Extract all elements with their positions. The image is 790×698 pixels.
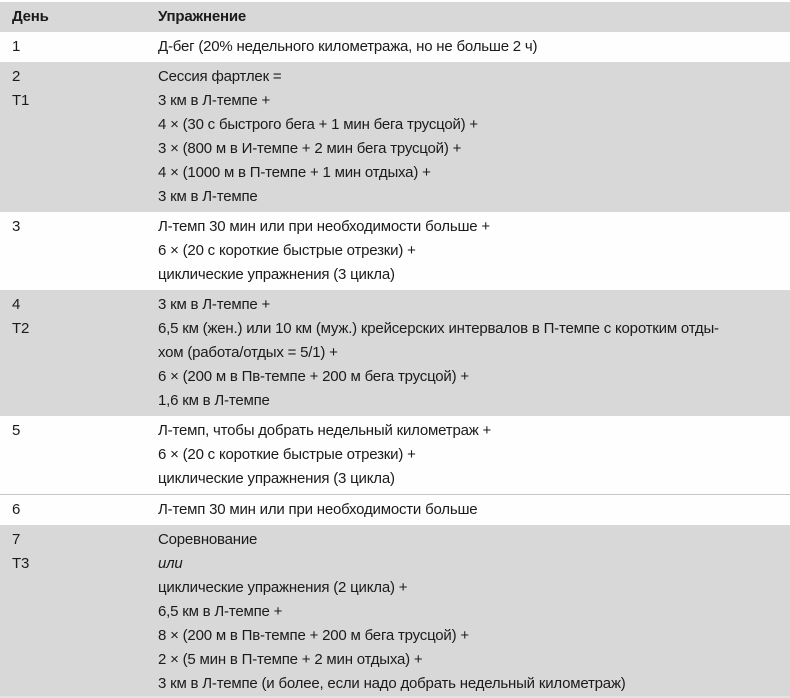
day-cell: [0, 215, 158, 287]
day-cell: [0, 528, 158, 696]
exercise-line: Сессия фартлек =: [158, 68, 282, 85]
table-row: [0, 525, 790, 696]
day-tag: Т1: [12, 92, 30, 109]
day-number: 6: [12, 501, 21, 518]
exercise-line: Л-темп 30 мин или при необходимости больше +: [158, 218, 490, 235]
exercise-line: или: [158, 555, 183, 572]
exercise-line: 6,5 км (жен.) или 10 км (муж.) крейсерских интервалов в П-темпе с коротким отды-: [158, 320, 719, 337]
exercise-line: 3 км в Л-темпе: [158, 188, 258, 205]
exercise-line: 3 км в Л-темпе +: [158, 296, 271, 313]
exercise-line: 3 км в Л-темпе +: [158, 92, 271, 109]
day-cell: [0, 65, 158, 209]
exercise-line: 3 × (800 м в И-темпе + 2 мин бега трусцой) +: [158, 140, 462, 157]
day-number: 7: [12, 531, 21, 548]
exercise-line: 6,5 км в Л-темпе +: [158, 603, 283, 620]
day-number: 4: [12, 296, 21, 313]
exercise-line: Л-темп 30 мин или при необходимости больше: [158, 501, 478, 518]
day-cell: [0, 498, 158, 522]
exercise-line: Соревнование: [158, 531, 258, 548]
table-row: [0, 494, 790, 525]
exercise-line: 4 × (30 с быстрого бега + 1 мин бега трусцой) +: [158, 116, 478, 133]
exercise-line: циклические упражнения (3 цикла): [158, 470, 395, 487]
exercise-cell: [158, 498, 790, 522]
day-number: 3: [12, 218, 21, 235]
exercise-line: хом (работа/отдых = 5/1) +: [158, 344, 338, 361]
exercise-line: Л-темп, чтобы добрать недельный километраж +: [158, 422, 492, 439]
table-header-row: [0, 2, 790, 32]
day-tag: Т3: [12, 555, 30, 572]
exercise-line: 4 × (1000 м в П-темпе + 1 мин отдыха) +: [158, 164, 431, 181]
exercise-cell: [158, 419, 790, 491]
table-row: [0, 32, 790, 62]
header-day: День: [12, 8, 49, 25]
exercise-line: 8 × (200 м в Пв-темпе + 200 м бега трусцой) +: [158, 627, 469, 644]
table-row: [0, 212, 790, 290]
day-tag: Т2: [12, 320, 30, 337]
exercise-cell: [158, 293, 790, 413]
exercise-cell: [158, 35, 790, 59]
exercise-line: 6 × (200 м в Пв-темпе + 200 м бега трусцой) +: [158, 368, 469, 385]
day-cell: [0, 35, 158, 59]
table-row: [0, 62, 790, 212]
exercise-line: 6 × (20 с короткие быстрые отрезки) +: [158, 446, 416, 463]
exercise-line: циклические упражнения (2 цикла) +: [158, 579, 408, 596]
exercise-line: 1,6 км в Л-темпе: [158, 392, 270, 409]
day-number: 1: [12, 38, 21, 55]
exercise-line: 3 км в Л-темпе (и более, если надо добрать недельный километраж): [158, 675, 626, 692]
exercise-cell: [158, 528, 790, 696]
exercise-line: циклические упражнения (3 цикла): [158, 266, 395, 283]
day-cell: [0, 293, 158, 413]
table-row: [0, 416, 790, 494]
exercise-line: 2 × (5 мин в П-темпе + 2 мин отдыха) +: [158, 651, 423, 668]
exercise-cell: [158, 65, 790, 209]
day-number: 2: [12, 68, 21, 85]
exercise-cell: [158, 215, 790, 287]
exercise-line: Д-бег (20% недельного километража, но не больше 2 ч): [158, 38, 538, 55]
table-row: [0, 290, 790, 416]
day-cell: [0, 419, 158, 491]
exercise-line: 6 × (20 с короткие быстрые отрезки) +: [158, 242, 416, 259]
header-exercise: Упражнение: [158, 8, 246, 25]
day-number: 5: [12, 422, 21, 439]
